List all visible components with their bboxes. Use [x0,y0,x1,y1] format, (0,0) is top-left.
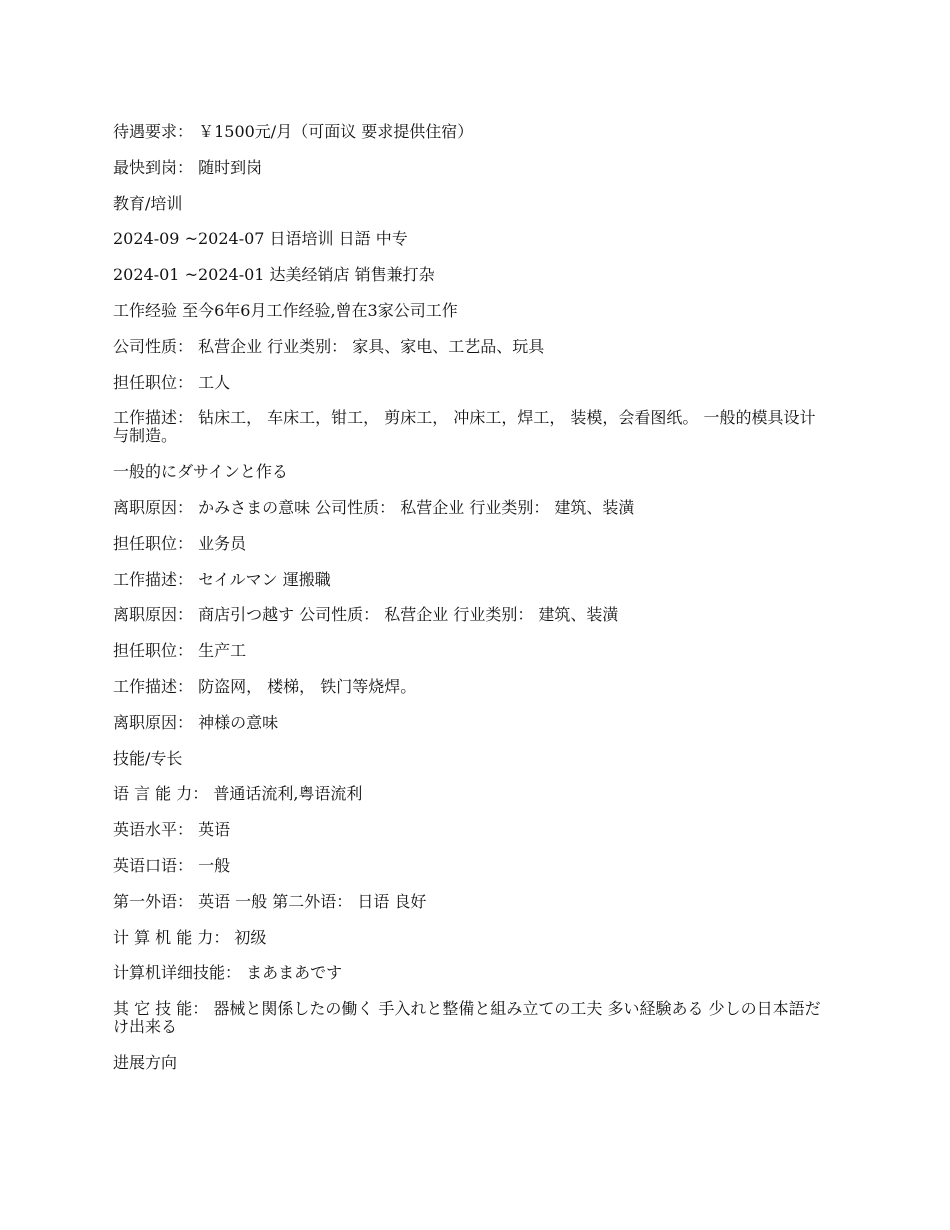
work-experience-summary: 工作经验 至今6年6月工作经验,曾在3家公司工作 [113,300,458,320]
section-heading-education: 教育/培训 [113,193,183,213]
job-description-extra: 一般的にダサインと作る [113,462,288,482]
computer-ability: 计 算 机 能 力： 初级 [113,927,267,947]
other-skills: 其 它 技 能： 器械と関係したの働く 手入れと整備と組み立ての工夫 多い経験ある 少しの日本語だけ出来る [113,999,821,1037]
leave-reason-company-info: 离职原因： かみさまの意味 公司性质： 私营企业 行业类别： 建筑、装潢 [113,497,635,517]
salary-requirement: 待遇要求： ￥1500元/月（可面议 要求提供住宿） [113,122,474,141]
section-heading-skills: 技能/专长 [113,748,183,768]
education-entry: 2024-01 ~2024-01 达美经销店 销售兼打杂 [113,265,435,285]
computer-skills-detail: 计算机详细技能： まあまあです [113,963,343,983]
leave-reason-company-info: 离职原因： 商店引つ越す 公司性质： 私营企业 行业类别： 建筑、装潢 [113,605,619,625]
position: 担任职位： 业务员 [113,533,247,553]
english-level: 英语水平： 英语 [113,820,231,840]
position: 担任职位： 生产工 [113,641,247,661]
education-entry: 2024-09 ~2024-07 日语培训 日語 中专 [113,229,408,249]
foreign-languages: 第一外语： 英语 一般 第二外语： 日语 良好 [113,891,427,911]
english-speaking: 英语口语： 一般 [113,855,231,875]
position: 担任职位： 工人 [113,372,231,392]
language-ability: 语 言 能 力： 普通话流利,粤语流利 [113,784,363,804]
availability: 最快到岗： 随时到岗 [113,157,263,177]
company-info: 公司性质： 私营企业 行业类别： 家具、家电、工艺品、玩具 [113,336,545,356]
job-description: 工作描述： 防盗网， 楼梯， 铁门等烧焊。 [113,676,417,696]
job-description: 工作描述： 钻床工， 车床工，钳工， 剪床工， 冲床工，焊工， 装模，会看图纸。 一般的模具设计与制造。 [113,408,816,446]
resume-document [113,123,828,1090]
leave-reason: 离职原因： 神様の意味 [113,712,279,732]
section-heading-direction: 进展方向 [113,1052,178,1072]
job-description: 工作描述： セイルマン 運搬職 [113,569,331,589]
